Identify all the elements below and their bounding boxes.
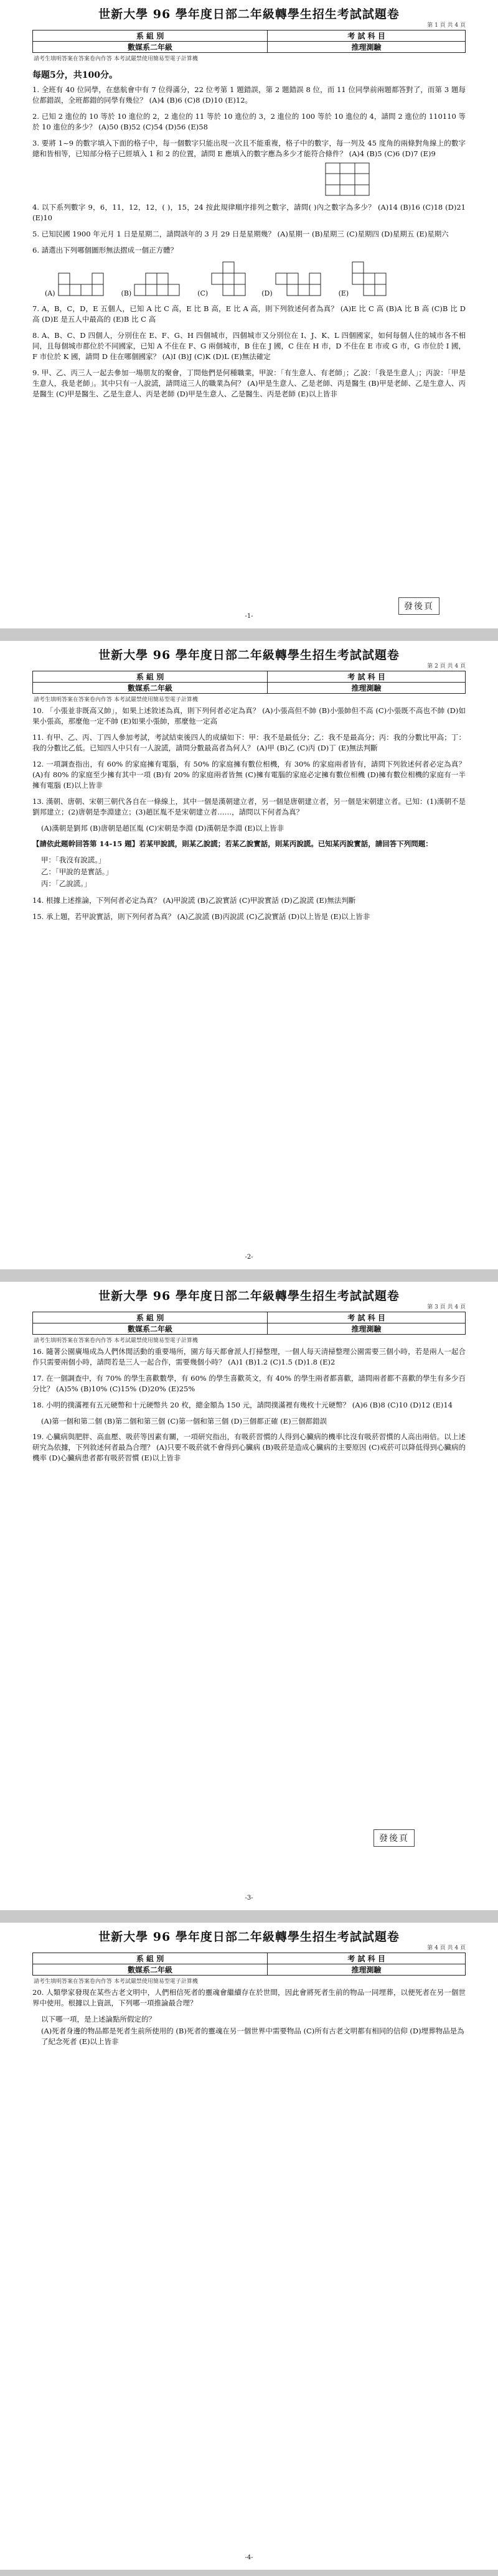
question-2: 2. 已知 2 進位的 10 等於 10 進位的 2，2 進位的 11 等於 10 進位的 3，2 進位的 100 等於 10 進位的 4，請問 2 進位的 110110 等於 10 進位的多少？ (A)50 (B)52 (C)54 (D)56 (E)58 [32, 112, 466, 131]
exam-title: 世新大學 96 學年度日部二年級轉學生招生考試試題卷 [98, 1930, 400, 1944]
page-number: -3- [245, 1895, 253, 1902]
net-option-a: (A) [45, 273, 108, 297]
next-page-stamp: 發後頁 [398, 597, 439, 615]
subject-label: 考 試 科 目 [268, 1312, 466, 1323]
next-page-stamp: 發後頁 [374, 1829, 415, 1847]
dept-label: 系 組 別 [33, 30, 268, 42]
dept-value: 數媒系二年級 [33, 683, 268, 694]
question-18-options: (A)第一個和第二個 (B)第二個和第三個 (C)第一個和第三個 (D)三個都正確 (E)三個都錯誤 [41, 1417, 327, 1426]
question-3: 3. 要將 1~9 的數字填入下面的格子中，每一個數字只能出現一次且不能重複，格子中的數字，每一列及 45 度角的兩條對角線上的數字總和皆相等，已知部分格子已經填入 1 和 2 的位置，請問 E 應填入的數字應為多少才能符合條件？ (A)4 (B)5 (C)6 (D)7 (E)9 [32, 139, 466, 158]
question-9: 9. 甲、乙、丙三人一起去參加一場朋友的聚會，丁問他們是何種職業，甲說：「有生意人、有老師」；乙說：「我是生意人」；丙說：「甲是生意人，我是老師」。其中只有一人說謊，請問這三人的職業為何？ (A)甲是生意人、乙是老師、丙是醫生 (B)甲是老師、乙是生意人、丙是醫生 (C)甲是醫生、乙是生意人、丙是老師 (D)甲是生意人、乙是醫生、丙是老師 (E)以上皆非 [32, 368, 466, 398]
question-6: 6. 請選出下列哪個圖形無法摺成一個正方體？ [32, 246, 178, 254]
question-13-options: (A)漢朝是劉邦 (B)唐朝是趙匡胤 (C)宋朝是李淵 (D)漢朝是李淵 (E)以上皆非 [41, 824, 284, 833]
exam-note: 請考生填明答案在答案卷內作答 本考試嚴禁使用簡易型電子計算機 [34, 1979, 198, 1985]
exam-note: 請考生填明答案在答案卷內作答 本考試嚴禁使用簡易型電子計算機 [34, 56, 198, 62]
page-number: -1- [245, 613, 253, 620]
exam-title: 世新大學 96 學年度日部二年級轉學生招生考試試題卷 [98, 7, 400, 21]
subject-value: 推理測驗 [268, 42, 466, 53]
question-12: 12. 一項調查指出，有 60% 的家庭擁有電腦，有 50% 的家庭擁有數位相機，有 30% 的家庭兩者皆有，請問下列敘述何者必定為真？ (A)有 80% 的家庭至少擁有其中一項 (B)有 20% 的家庭兩者皆無 (C)擁有電腦的家庭必定擁有數位相機 (D)擁有數位相機的家庭有一半擁有電腦 (E)以上皆非 [32, 760, 466, 790]
subject-value: 推理測驗 [268, 1964, 466, 1976]
page-info: 第 1 頁 共 4 頁 [427, 22, 466, 29]
dept-value: 數媒系二年級 [33, 1323, 268, 1335]
question-7: 7. A，B，C，D，E 五個人，已知 A 比 C 高，E 比 B 高，E 比 A 高，則下列敘述何者為真？ (A)E 比 C 高 (B)A 比 B 高 (C)B 比 D 高 (D)E 是五人中最高的 (E)B 比 C 高 [32, 304, 466, 324]
net-option-b: (B) [121, 273, 184, 297]
stem-line: 丙：「乙說謊。」 [41, 879, 92, 888]
cube-net-options [45, 261, 466, 297]
question-19: 19. 心臟病與肥胖、高血壓、吸菸等因素有關，一項研究指出，有吸菸習慣的人得到心臟病的機率比沒有吸菸習慣的人高出兩倍。以上述研究為依據，下列敘述何者最為合理？ (A)只要不吸菸就不會得到心臟病 (B)吸菸是造成心臟病的主要原因 (C)戒菸可以降低得到心臟病的機率 (D)心臟病患者都有吸菸習慣 (E)以上皆非 [32, 1432, 466, 1462]
exam-header-table [32, 1312, 466, 1335]
exam-page-1 [0, 0, 498, 628]
exam-note: 請考生填明答案在答案卷內作答 本考試嚴禁使用簡易型電子計算機 [34, 697, 198, 703]
net-option-c: (C) [197, 261, 248, 297]
question-11: 11. 有甲、乙、丙、丁四人參加考試，考試結束後四人的成績如下：甲：我不是最低分；乙：我不是最高分；丙：我的分數比甲高；丁：我的分數比乙低。已知四人中只有一人說謊，請問分數最高者為何人？ (A)甲 (B)乙 (C)丙 (D)丁 (E)無法判斷 [32, 733, 466, 752]
question-20: 20. 人類學家發現在某些古老文明中，人們相信死者的靈魂會繼續存在於世間，因此會將死者生前的物品一同埋葬，以便死者在另一個世界中使用。根據以上資訊，下列哪一項推論最合理？ [32, 1988, 466, 2007]
question-8: 8. A、B、C、D 四個人，分別住在 E、F、G、H 四個城市，四個城市又分別位在 I、J、K、L 四個國家，如何每個人住的城市各不相同，且每個城市都位於不同國家，已知 A 不住在 F、G 兩個城市，B 住在 J 國，C 住在 H 市，D 不住在 E 市或 G 市，G 市位於 I 國，F 市位於 K 國，請問 D 住在哪個國家？ (A)I (B)J (C)K (D)L (E)無法確定 [32, 331, 466, 361]
dept-value: 數媒系二年級 [33, 42, 268, 53]
question-14-15-stem: 【請依此題幹回答第 14-15 題】若某甲說謊，則某乙說謊；若某乙說實話，則某丙說謊。已知某丙說實話，請回答下列問題： [32, 839, 433, 848]
page-number: -2- [245, 1254, 253, 1261]
subject-value: 推理測驗 [268, 683, 466, 694]
stem-line: 乙：「甲說的是實話。」 [41, 867, 113, 876]
magic-square-figure [325, 162, 466, 198]
exam-header-table [32, 1953, 466, 1976]
subject-value: 推理測驗 [268, 1323, 466, 1335]
question-4: 4. 以下系列數字 9，6，11，12，12，( )，15，24 按此規律順序排列之數字，請問( )內之數字為多少？ (A)14 (B)16 (C)18 (D)21 (E)10 [32, 203, 466, 222]
net-option-d: (D) [261, 273, 324, 297]
subject-label: 考 試 科 目 [268, 30, 466, 42]
question-17: 17. 在一個調查中，有 70% 的學生喜歡數學，有 60% 的學生喜歡英文，有 40% 的學生兩者都喜歡，請問兩者都不喜歡的學生有多少百分比？ (A)5% (B)10% (C)15% (D)20% (E)25% [32, 1374, 466, 1393]
net-option-e: (E) [339, 261, 389, 297]
question-14: 14. 根據上述推論，下列何者必定為真？ (A)甲說謊 (B)乙說實話 (C)甲說實話 (D)乙說謊 (E)無法判斷 [32, 896, 356, 905]
dept-value: 數媒系二年級 [33, 1964, 268, 1976]
dept-label: 系 組 別 [33, 1953, 268, 1964]
question-10: 10. 「小張並非既高又帥」，如果上述敘述為真，則下列何者必定為真？ (A)小張高但不帥 (B)小張帥但不高 (C)小張既不高也不帥 (D)如果小張高，那麼他一定不帥 (E)如果小張帥，那麼他一定高 [32, 706, 466, 726]
question-13: 13. 漢朝、唐朝、宋朝三朝代各自在一條線上，其中一個是漢朝建立者，另一個是唐朝建立者，另一個是宋朝建立者。已知：(1)漢朝不是劉邦建立；(2)唐朝是李淵建立；(3)趙匡胤不是宋朝建立者……，請問以下何者為真？ [32, 797, 466, 816]
question-15: 15. 承上題，若甲說實話，則下列何者為真？ (A)乙說謊 (B)丙說謊 (C)乙說實話 (D)以上皆是 (E)以上皆非 [32, 912, 370, 921]
page-info: 第 4 頁 共 4 頁 [427, 1945, 466, 1951]
exam-page-2 [0, 641, 498, 1269]
subject-label: 考 試 科 目 [268, 1953, 466, 1964]
page-number: -4- [245, 2554, 253, 2561]
subject-label: 考 試 科 目 [268, 671, 466, 683]
question-20-options: (A)死者身邊的物品都是死者生前所使用的 (B)死者的靈魂在另一個世界中需要物品 (C)所有古老文明都有相同的信仰 (D)埋葬物品是為了紀念死者 (E)以上皆非 [41, 2027, 464, 2046]
page-info: 第 2 頁 共 4 頁 [427, 663, 466, 670]
score-line: 每題5分，共100分。 [32, 70, 118, 80]
page-info: 第 3 頁 共 4 頁 [427, 1304, 466, 1310]
exam-title: 世新大學 96 學年度日部二年級轉學生招生考試試題卷 [98, 648, 400, 662]
dept-label: 系 組 別 [33, 671, 268, 683]
question-5: 5. 已知民國 1900 年元月 1 日是星期二，請問該年的 3 月 29 日是星期幾？ (A)星期一 (B)星期三 (C)星期四 (D)星期五 (E)星期六 [32, 230, 449, 238]
exam-header-table [32, 671, 466, 694]
exam-title: 世新大學 96 學年度日部二年級轉學生招生考試試題卷 [98, 1289, 400, 1303]
dept-label: 系 組 別 [33, 1312, 268, 1323]
question-18: 18. 小明的撲滿裡有五元硬幣和十元硬幣共 20 枚，總金額為 150 元，請問撲滿裡有幾枚十元硬幣？ (A)6 (B)8 (C)10 (D)12 (E)14 [32, 1401, 453, 1409]
exam-note: 請考生填明答案在答案卷內作答 本考試嚴禁使用簡易型電子計算機 [34, 1338, 198, 1344]
question-20-prompt: 以下哪一項，是上述論點所假定的？ [41, 2015, 156, 2023]
question-16: 16. 隨著公園廣場成為人們休閒活動的重要場所，園方每天都會派人打掃整理，一個人每天清掃整理公園需要三個小時，若是兩人一起合作只需要兩個小時，請問若是三人一起合作，需要幾個小時？ (A)1 (B)1.2 (C)1.5 (D)1.8 (E)2 [32, 1347, 466, 1366]
exam-page-4 [0, 1923, 498, 2570]
question-1: 1. 全班有 40 位同學，在慈航會中有 7 位得滿分，22 位考第 1 題錯誤，第 2 題錯誤 8 位，而 11 位同學前兩題都答對了，而第 3 題每位都錯誤，全班都錯的同學有幾位？ (A)4 (B)6 (C)8 (D)10 (E)12。 [32, 85, 466, 105]
exam-page-3 [0, 1282, 498, 1910]
stem-line: 甲：「我沒有說謊。」 [41, 856, 106, 864]
exam-header-table [32, 30, 466, 53]
